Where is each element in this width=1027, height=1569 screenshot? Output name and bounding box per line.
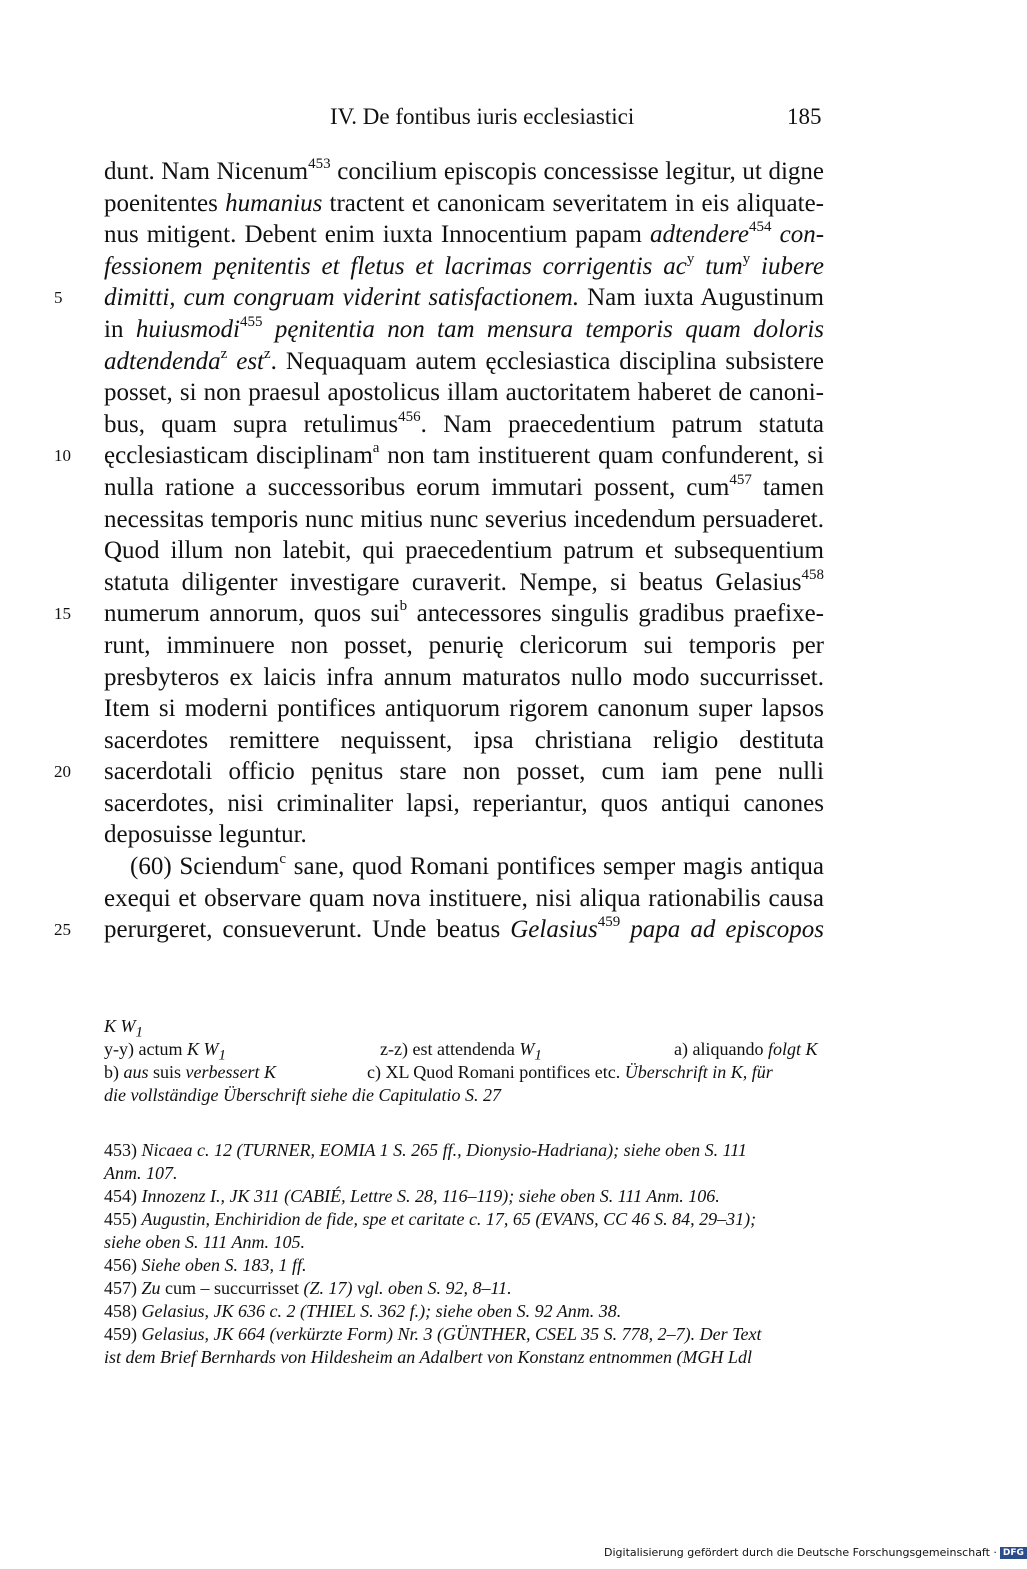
line-number: 20	[54, 762, 71, 782]
apparatus-row	[104, 1061, 829, 1084]
text-line: sacerdotali officio pęnitus stare non posset, cum iam pene nulli 20	[104, 756, 824, 788]
text-line: numerum annorum, quos sui$^b$ antecessores singulis gradibus praefixe- 15	[104, 598, 824, 630]
footnote: 453) Nicaea c. 12 (TURNER, EOMIA 1 S. 265 ff., Dionysio-Hadriana); siehe oben S. 111	[104, 1140, 747, 1160]
main-text	[54, 155, 825, 946]
page-number: 185	[787, 104, 822, 129]
line-number: 5	[54, 288, 63, 308]
text-line: necessitas temporis nunc mitius nunc severius incedendum persuaderet.	[104, 505, 824, 533]
text-line: posset, si non praesul apostolicus illam auctoritatem haberet de canoni-	[104, 379, 824, 407]
line-number: 25	[54, 920, 71, 940]
text-line: sacerdotes, nisi criminaliter lapsi, reperiantur, quos antiqui canones	[104, 789, 824, 817]
text-line: in huiusmodi$^{455}$ pęnitentia non tam mensura temporis quam doloris	[104, 313, 824, 343]
footnote: 459) Gelasius, JK 664 (verkürzte Form) Nr. 3 (GÜNTHER, CSEL 35 S. 778, 2–7). Der Text	[104, 1324, 762, 1344]
running-title: IV. De fontibus iuris ecclesiastici	[330, 104, 635, 129]
apparatus-witnesses	[104, 1015, 829, 1041]
text-line: perurgeret, consueverunt. Unde beatus Gelasius$^{459}$ papa ad episcopos 25	[104, 914, 824, 946]
text-line: poenitentes humanius tractent et canonicam severitatem in eis aliquate-	[104, 189, 824, 217]
text-line: nus mitigent. Debent enim iuxta Innocentium papam adtendere$^{454}$ con-	[104, 218, 825, 249]
line-number: 15	[54, 604, 71, 624]
text-line: dunt. Nam Nicenum$^{453}$ concilium episcopis concessisse legitur, ut digne	[104, 155, 824, 185]
text-line: fessionem pęnitentis et fletus et lacrimas corrigentis $ac^y$ tum$^y$ iubere	[104, 250, 824, 280]
dfg-logo: DFG	[1000, 1547, 1027, 1559]
line-number: 10	[54, 446, 71, 466]
text-line: exequi et observare quam nova instituere, nisi aliqua rationabilis causa	[104, 884, 824, 912]
footer-text: Digitalisierung gefördert durch die Deutsche Forschungsgemeinschaft ·	[604, 1546, 997, 1559]
text-line: Item si moderni pontifices antiquorum rigorem canonum super lapsos	[104, 695, 824, 723]
text-line: Quod illum non latebit, qui praecedentium patrum et subsequentium	[104, 537, 824, 565]
apparatus-row	[104, 1038, 829, 1064]
text-line: statuta diligenter investigare curaverit. Nempe, si beatus Gelasius$^{458}$	[104, 566, 824, 596]
apparatus-entry: die vollständige Überschrift siehe die Capitulatio S. 27	[104, 1085, 501, 1105]
apparatus-entry: a) aliquando folgt K	[674, 1039, 818, 1059]
footnote: 458) Gelasius, JK 636 c. 2 (THIEL S. 362 f.); siehe oben S. 92 Anm. 38.	[104, 1301, 622, 1321]
footnote: 456) Siehe oben S. 183, 1 ff.	[104, 1255, 307, 1275]
footnote-continuation: siehe oben S. 111 Anm. 105.	[104, 1232, 305, 1252]
text-line: bus, quam supra retulimus$^{456}$. Nam praecedentium patrum statuta	[104, 408, 825, 438]
text-line: dimitti, cum congruam viderint satisfactionem. Nam iuxta Augustinum 5	[104, 282, 824, 314]
text-line: sacerdotes remittere nequissent, ipsa christiana religio destituta	[104, 726, 824, 754]
critical-apparatus	[104, 1015, 829, 1107]
text-line: deposuisse leguntur.	[104, 821, 307, 849]
apparatus-entry: y-y) actum K $W_1$	[104, 1039, 226, 1064]
text-line: ęcclesiasticam disciplinam$^a$ non tam instituerent quam confunderent, si 10	[104, 440, 824, 472]
footnote: 455) Augustin, Enchiridion de fide, spe et caritate c. 17, 65 (EVANS, CC 46 S. 84, 29–31);	[104, 1209, 757, 1229]
apparatus-entry: c) XL Quod Romani pontifices etc. Überschrift in K, für	[367, 1062, 773, 1082]
footnote-continuation: Anm. 107.	[104, 1163, 178, 1183]
footnote-continuation: ist dem Brief Bernhards von Hildesheim an Adalbert von Konstanz entnommen (MGH Ldl	[104, 1347, 752, 1367]
footnote: 454) Innozenz I., JK 311 (CABIÉ, Lettre S. 28, 116–119); siehe oben S. 111 Anm. 106.	[104, 1186, 720, 1206]
footnotes	[104, 1139, 829, 1369]
text-line: runt, imminuere non posset, penurię clericorum sui temporis per	[104, 631, 824, 659]
text-line: presbyteros ex laicis infra annum maturatos nullo modo succurrisset.	[104, 663, 824, 691]
running-header	[0, 100, 1000, 136]
apparatus-witnesses-text: K $W_1$	[104, 1016, 143, 1041]
digitization-footer	[604, 1546, 1027, 1559]
apparatus-entry: z-z) est attendenda $W_1$	[380, 1039, 542, 1064]
text-line: adtendenda$^z$ est$^z$. Nequaquam autem ęcclesiastica disciplina subsistere	[104, 345, 825, 375]
apparatus-row	[104, 1084, 829, 1107]
text-line: nulla ratione a successoribus eorum immutari possent, cum$^{457}$ tamen	[104, 471, 824, 501]
text-line: (60) Sciendum$^c$ sane, quod Romani pontifices semper magis antiqua	[130, 850, 824, 881]
apparatus-entry: b) aus suis verbessert K	[104, 1062, 277, 1082]
footnote: 457) Zu cum – succurrisset (Z. 17) vgl. oben S. 92, 8–11.	[104, 1278, 512, 1298]
